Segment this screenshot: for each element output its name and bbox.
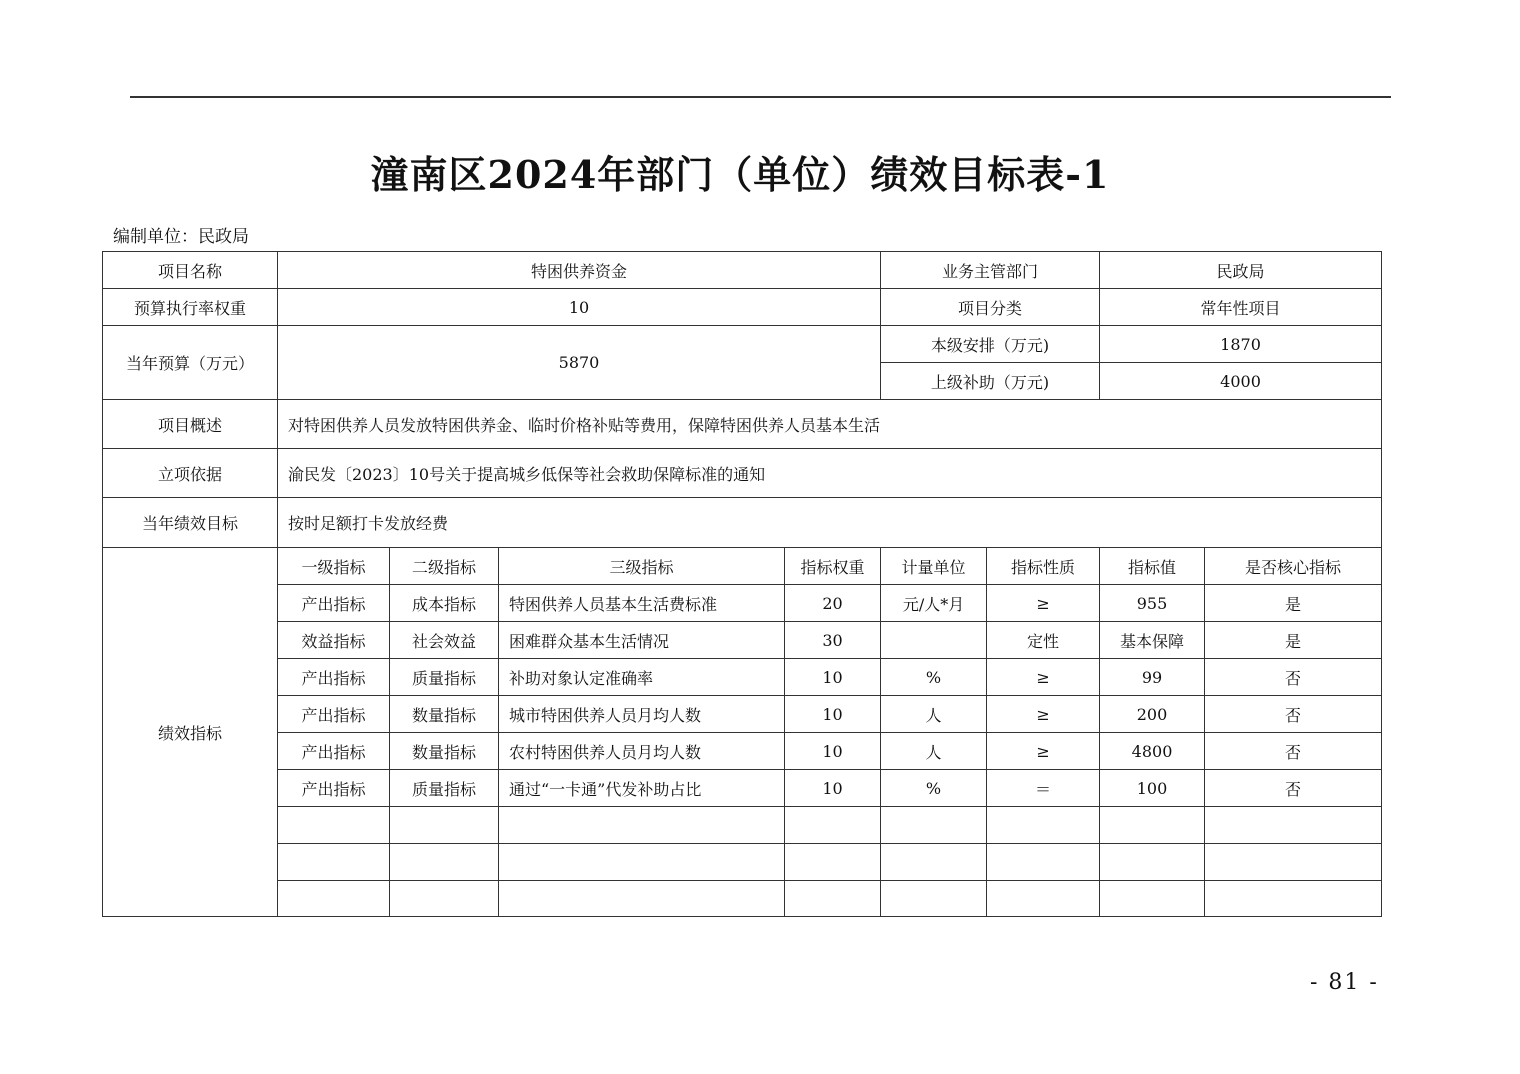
indicator-level3: 通过“一卡通”代发补助占比 [499,770,785,807]
indicator-value: 100 [1100,770,1205,807]
indicator-level2: 质量指标 [390,770,499,807]
empty-row [103,881,1382,917]
indicator-level1: 产出指标 [278,585,390,622]
upper-subsidy-value: 4000 [1100,363,1382,400]
indicator-unit: 人 [881,733,987,770]
indicator-unit: % [881,659,987,696]
indicator-weight: 10 [785,770,881,807]
table-row [103,659,1382,696]
indicator-level1: 产出指标 [278,770,390,807]
indicator-unit [881,622,987,659]
table-row [103,622,1382,659]
indicator-level3: 农村特困供养人员月均人数 [499,733,785,770]
basis-value: 渝民发〔2023〕10号关于提高城乡低保等社会救助保障标准的通知 [278,449,1382,498]
indicator-value: 955 [1100,585,1205,622]
indicator-value: 200 [1100,696,1205,733]
indicator-unit: 人 [881,696,987,733]
page-number: - 81 - [1310,970,1379,995]
indicator-value: 基本保障 [1100,622,1205,659]
dept-value: 民政局 [1100,252,1382,289]
indicator-level3: 特困供养人员基本生活费标准 [499,585,785,622]
row-project-name [103,252,1382,289]
indicator-level2: 社会效益 [390,622,499,659]
indicator-core: 否 [1205,770,1382,807]
budget-label: 当年预算（万元） [103,326,278,400]
indicator-core: 否 [1205,659,1382,696]
project-name-label: 项目名称 [103,252,278,289]
indicator-level1: 产出指标 [278,696,390,733]
header-core: 是否核心指标 [1205,548,1382,585]
category-label: 项目分类 [881,289,1100,326]
page-title: 潼南区2024年部门（单位）绩效目标表-1 [370,152,1110,197]
performance-table [102,251,1382,917]
indicator-weight: 30 [785,622,881,659]
indicator-nature: ≥ [987,733,1100,770]
header-rule [130,96,1391,98]
header-level3: 三级指标 [499,548,785,585]
upper-subsidy-label: 上级补助（万元) [881,363,1100,400]
compiler-label: 编制单位：民政局 [113,227,249,247]
row-budget-weight [103,289,1382,326]
indicator-weight: 10 [785,733,881,770]
indicator-nature: ≥ [987,585,1100,622]
budget-value: 5870 [278,326,881,400]
indicator-nature: ＝ [987,770,1100,807]
indicator-header-row [103,548,1382,585]
local-budget-label: 本级安排（万元) [881,326,1100,363]
category-value: 常年性项目 [1100,289,1382,326]
local-budget-value: 1870 [1100,326,1382,363]
indicator-unit: 元/人*月 [881,585,987,622]
indicator-level2: 数量指标 [390,733,499,770]
indicator-weight: 20 [785,585,881,622]
header-level1: 一级指标 [278,548,390,585]
indicator-level3: 城市特困供养人员月均人数 [499,696,785,733]
indicator-core: 是 [1205,585,1382,622]
indicator-core: 否 [1205,733,1382,770]
indicators-section-label: 绩效指标 [103,548,278,917]
table-row [103,696,1382,733]
indicator-level3: 困难群众基本生活情况 [499,622,785,659]
indicator-nature: ≥ [987,696,1100,733]
indicator-weight: 10 [785,659,881,696]
indicator-value: 99 [1100,659,1205,696]
row-goal [103,498,1382,548]
row-budget-local [103,326,1382,363]
weight-value: 10 [278,289,881,326]
header-level2: 二级指标 [390,548,499,585]
project-name-value: 特困供养资金 [278,252,881,289]
goal-label: 当年绩效目标 [103,498,278,548]
indicator-level1: 产出指标 [278,733,390,770]
header-value: 指标值 [1100,548,1205,585]
indicator-level3: 补助对象认定准确率 [499,659,785,696]
goal-value: 按时足额打卡发放经费 [278,498,1382,548]
dept-label: 业务主管部门 [881,252,1100,289]
empty-row [103,807,1382,844]
indicator-core: 是 [1205,622,1382,659]
row-basis [103,449,1382,498]
weight-label: 预算执行率权重 [103,289,278,326]
indicator-unit: % [881,770,987,807]
summary-label: 项目概述 [103,400,278,449]
header-unit: 计量单位 [881,548,987,585]
empty-row [103,844,1382,881]
table-row [103,585,1382,622]
indicator-level2: 数量指标 [390,696,499,733]
indicator-level2: 成本指标 [390,585,499,622]
indicator-level2: 质量指标 [390,659,499,696]
indicator-level1: 产出指标 [278,659,390,696]
indicator-value: 4800 [1100,733,1205,770]
indicator-level1: 效益指标 [278,622,390,659]
summary-value: 对特困供养人员发放特困供养金、临时价格补贴等费用，保障特困供养人员基本生活 [278,400,1382,449]
row-summary [103,400,1382,449]
indicator-weight: 10 [785,696,881,733]
header-nature: 指标性质 [987,548,1100,585]
indicator-nature: ≥ [987,659,1100,696]
header-weight: 指标权重 [785,548,881,585]
basis-label: 立项依据 [103,449,278,498]
table-row [103,733,1382,770]
indicator-nature: 定性 [987,622,1100,659]
indicator-core: 否 [1205,696,1382,733]
table-row [103,770,1382,807]
